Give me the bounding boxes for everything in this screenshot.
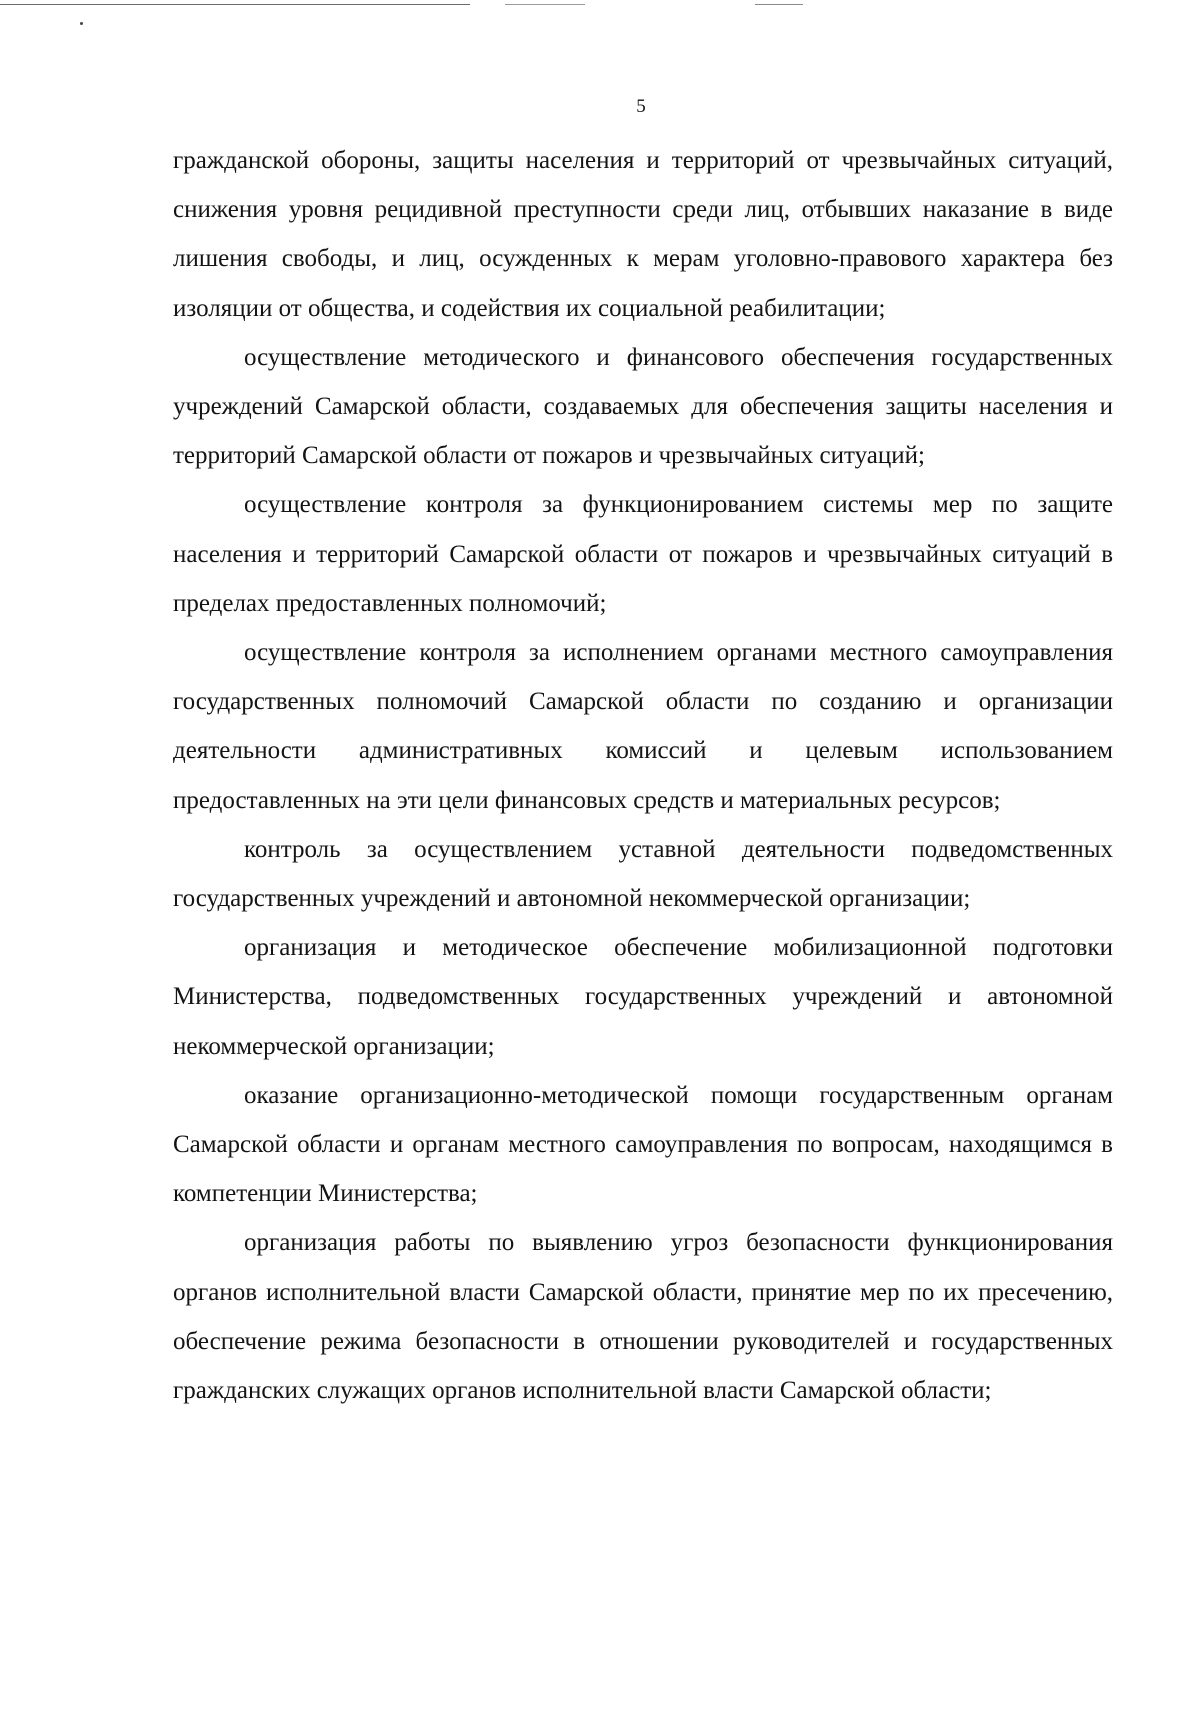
page-number: 5 (636, 96, 646, 117)
scan-edge-line (505, 4, 585, 5)
paragraph-continuation: гражданской обороны, защиты населения и территорий от чрезвычайных ситуаций, снижения уровня рецидивной преступности среди лиц, отбывших наказание в виде лишения свободы, и лиц, осужденных к мерам уголовно-правового характера без изоляции от общества, и содействия их социальной реабилитации; (173, 147, 1113, 322)
scan-edge-line (755, 4, 803, 5)
scan-edge-line (0, 4, 470, 5)
paragraph-control-of-local-government: осуществление контроля за исполнением органами местного самоуправления государственных полномочий Самарской области по созданию и организации деятельности административных комиссий и целевым использованием предоставленных на эти цели финансовых средств и материальных ресурсов; (173, 639, 1113, 814)
paragraph-methodological-assistance: оказание организационно-методической помощи государственным органам Самарской области и органам местного самоуправления по вопросам, находящимся в компетенции Министерства; (173, 1081, 1113, 1208)
document-body (173, 136, 1113, 1415)
paragraph-security-threats: организация работы по выявлению угроз безопасности функционирования органов исполнительной власти Самарской области, принятие мер по их пресечению, обеспечение режима безопасности в отношении руководителей и государственных гражданских служащих органов исполнительной власти Самарской области; (173, 1229, 1113, 1405)
paragraph-control-of-measures: осуществление контроля за функционированием системы мер по защите населения и территорий Самарской области от пожаров и чрезвычайных ситуаций в пределах предоставленных полномочий; (173, 491, 1113, 617)
paragraph-statutory-control: контроль за осуществлением уставной деятельности подведомственных государственных учреждений и автономной некоммерческой организации; (173, 835, 1113, 913)
paragraph-methodological-support: осуществление методического и финансового обеспечения государственных учреждений Самарской области, создаваемых для обеспечения защиты населения и территорий Самарской области от пожаров и чрезвычайных ситуаций; (173, 343, 1113, 470)
scan-speck (80, 22, 83, 25)
paragraph-mobilization-training: организация и методическое обеспечение мобилизационной подготовки Министерства, подведомственных государственных учреждений и автономной некоммерческой организации; (173, 934, 1113, 1060)
